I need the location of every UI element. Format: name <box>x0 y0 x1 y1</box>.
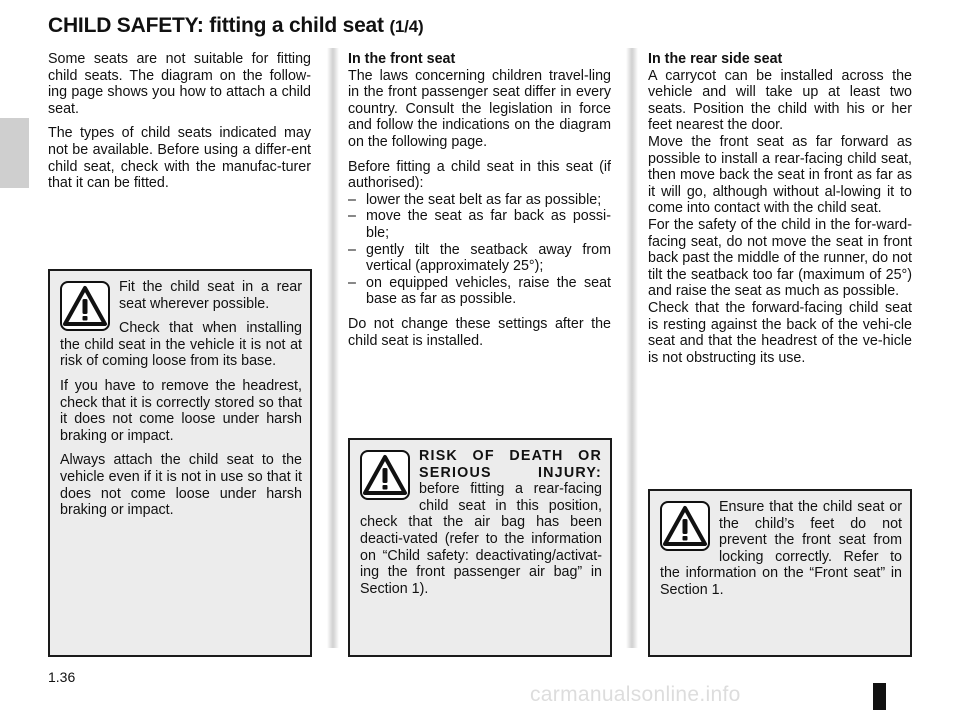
section-tab <box>0 118 29 188</box>
list-item: – gently tilt the seatback away from vertical (approximately 25°); <box>348 242 611 275</box>
paragraph: The laws concerning children travel-ling in the front passenger seat differ in every country. Consult the legislation in force and follow the indications on the diagram on the following page. <box>348 67 611 150</box>
paragraph: Check that the forward-facing child seat is resting against the back of the vehi-cle seat and that the headrest of the ve-hicle is not obstructing its use. <box>648 299 912 366</box>
warning-text: before fitting a rear-facing child seat in this position, check that the air bag has been deacti-vated (refer to the information on “Child safety: deactivating/activat-ing the front passenger air bag” in Section 1). <box>360 481 602 597</box>
paragraph: Before fitting a child seat in this seat (if authorised): <box>348 158 611 192</box>
paragraph: The types of child seats indicated may not be available. Before using a differ-ent child seat, check with the manufac-turer that it can be fitted. <box>48 125 311 192</box>
warning-paragraph: If you have to remove the headrest, check that it is correctly stored so that it does not come loose under harsh braking or impact. <box>60 377 302 444</box>
warning-paragraph: Fit the child seat in a rear seat wherever possible. <box>119 279 302 312</box>
title-main: CHILD SAFETY: fitting a child seat <box>48 14 390 37</box>
warning-triangle-icon <box>360 450 410 500</box>
watermark: carmanualsonline.info <box>530 683 741 706</box>
page-title <box>48 14 423 38</box>
paragraph: Move the front seat as far forward as possible to install a rear-facing child seat, then move back the seat in front as far as it will go, although without al-lowing it to come into contact with the child seat. <box>648 133 912 217</box>
paragraph: Do not change these settings after the child seat is installed. <box>348 315 611 349</box>
warning-triangle-icon <box>60 281 110 331</box>
warning-box-risk-of-death <box>348 438 612 657</box>
column-left <box>48 51 311 200</box>
steps-list <box>348 192 611 308</box>
column-right <box>648 51 912 366</box>
warning-paragraph: Check that when installing the child seat in the vehicle it is not at risk of coming loose from its base. <box>60 320 302 370</box>
warning-box-front-seat-locking <box>648 489 912 657</box>
warning-paragraph: Ensure that the child seat or the child’s feet do not prevent the front seat from locking correctly. Refer to the information on the “Front seat” in Section 1. <box>660 499 902 598</box>
title-part: (1/4) <box>389 17 424 36</box>
corner-mark <box>873 683 886 710</box>
column-divider <box>626 48 638 648</box>
page-number: 1.36 <box>48 669 76 685</box>
section-heading-front-seat: In the front seat <box>348 51 456 67</box>
list-item: – lower the seat belt as far as possible; <box>348 192 611 209</box>
section-heading-rear-side-seat: In the rear side seat <box>648 51 783 67</box>
warning-triangle-icon <box>660 501 710 551</box>
list-item: – move the seat as far back as possi-ble; <box>348 208 611 241</box>
paragraph: A carrycot can be installed across the vehicle and will take up at least two seats. Position the child with his or her feet nearest the door. <box>648 67 912 134</box>
paragraph: For the safety of the child in the for-ward-facing seat, do not move the seat in front back past the middle of the runner, do not tilt the seatback too far (maximum of 25°) and raise the seat as much as possible. <box>648 216 912 300</box>
warning-paragraph: Always attach the child seat to the vehicle even if it is not in use so that it does not come loose under harsh braking or impact. <box>60 452 302 519</box>
column-middle <box>348 51 611 357</box>
list-item: – on equipped vehicles, raise the seat base as far as possible. <box>348 275 611 308</box>
paragraph: Some seats are not suitable for fitting child seats. The diagram on the follow-ing page shows you how to attach a child seat. <box>48 51 311 117</box>
warning-box-rear-seat <box>48 269 312 657</box>
column-divider <box>327 48 339 648</box>
warning-heading: RISK OF DEATH OR SERIOUS INJURY: <box>419 448 602 481</box>
